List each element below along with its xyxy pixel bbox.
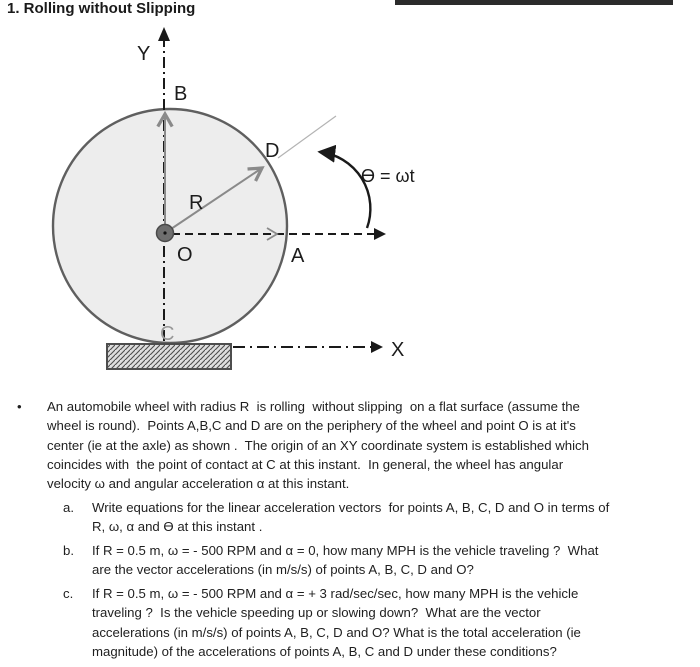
center-o-label: O [177,244,193,266]
item-c-label: c. [63,586,74,601]
item-a-line: R, ω, α and Ө at this instant . [92,519,263,535]
y-axis-label: Y [137,43,151,65]
x-axis-label: X [391,339,405,361]
item-b-line: If R = 0.5 m, ω = - 500 RPM and α = 0, how many MPH is the vehicle traveling ? What [92,543,599,558]
intro-line: wheel is round). Points A,B,C and D are on the periphery of the wheel and point O is at it's [47,418,576,434]
item-a-label: a. [63,500,74,515]
theta-equation-label: Ө = ωt [361,166,415,186]
oa-arrowhead-icon [374,228,386,240]
y-axis-arrowhead-icon [158,27,170,41]
intro-line: center (ie at the axle) as shown . The origin of an XY coordinate system is established which [47,437,589,453]
bullet-marker: • [17,399,22,414]
intro-line: velocity ω and angular acceleration α at this instant. [47,476,350,492]
ground-block [107,344,231,369]
item-c-line: accelerations (in m/s/s) of points A, B, C, D and O? What is the total acceleration (ie [92,624,581,640]
problem-intro [47,397,589,493]
item-a-line: Write equations for the linear acceleration vectors for points A, B, C, D and O in terms of [92,500,610,515]
axle-dot-center [163,231,166,234]
radius-label: R [189,192,204,214]
item-c-text [92,584,581,661]
item-c-line: traveling ? Is the vehicle speeding up or slowing down? What are the vector [92,605,541,621]
item-c-line: magnitude) of the accelerations of points A, B, C and D under these conditions? [92,643,557,659]
point-a-label: A [291,245,305,267]
intro-line: An automobile wheel with radius R is rolling without slipping on a flat surface (assume the [47,399,580,414]
x-axis-arrowhead-icon [371,341,383,353]
d-reference-line [278,116,336,158]
wheel-diagram [0,0,460,390]
page-title: 1. Rolling without Slipping [7,0,196,17]
item-a-text [92,498,609,537]
item-b-label: b. [63,543,74,558]
point-c-label: C [160,323,175,345]
point-d-label: D [265,140,280,162]
item-c-line: If R = 0.5 m, ω = - 500 RPM and α = + 3 rad/sec/sec, how many MPH is the vehicle [92,586,579,601]
intro-line: coincides with the point of contact at C at this instant. In general, the wheel has angular [47,456,564,472]
theta-arc-arrow [320,152,370,228]
item-b-line: are the vector accelerations (in m/s/s) of points A, B, C, D and O? [92,562,474,578]
item-b-text [92,541,598,580]
point-b-label: B [174,83,188,105]
